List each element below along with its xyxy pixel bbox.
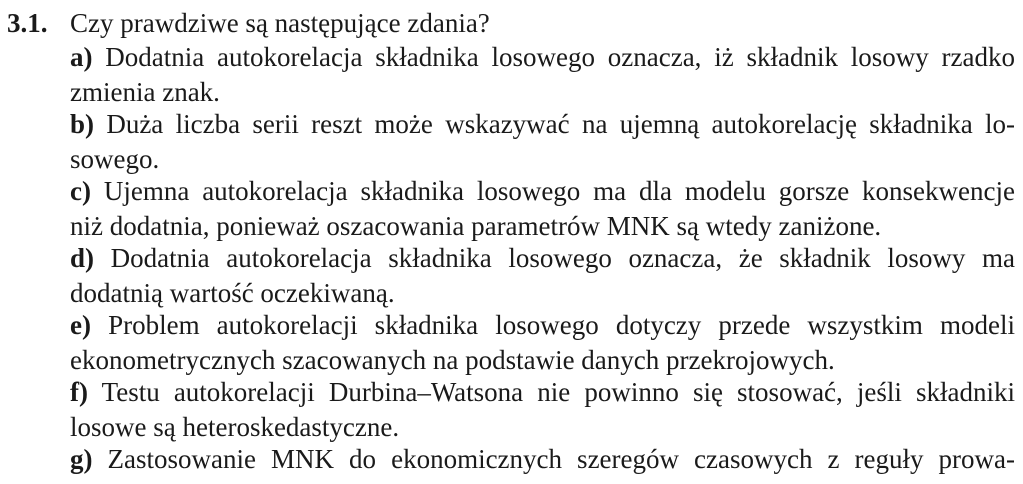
statement-letter: f) [70,377,88,407]
statement-line-1 [70,241,1015,276]
statement-line-2: niż dodatnia, ponieważ oszacowania parametrów MNK są wtedy zaniżone. [70,211,882,241]
question-number: 3.1. [7,8,48,38]
statement-f [70,375,1015,445]
statement-line-2: zmienia znak. [70,77,220,107]
statement-text: Dodatnia autokorelacja składnika losowego oznacza, że składnik losowy ma [110,243,1016,273]
statement-text: Testu autokorelacji Durbina–Watsona nie powinno się stosować, jeśli składniki [101,377,1015,407]
statement-line-1 [70,442,1015,477]
statement-line-1 [70,375,1015,410]
statement-text: Duża liczba serii reszt może wskazywać na ujemną autokorelację składnika lo- [106,109,1016,139]
question-text: Czy prawdziwe są następujące zdania? [70,8,490,38]
statement-line-2: dodatnią wartość oczekiwaną. [70,278,395,308]
statement-line-1 [70,308,1015,343]
statement-g [70,442,1015,477]
statement-e [70,308,1015,378]
statement-line-1 [70,40,1015,75]
statement-text: Dodatnia autokorelacja składnika losowego oznacza, iż składnik losowy rzadko [105,42,1015,72]
statement-c [70,174,1015,244]
statement-line-1 [70,107,1015,142]
statement-line-1 [70,174,1015,209]
statement-letter: d) [70,243,95,273]
statement-line-2: ekonometrycznych szacowanych na podstawie danych przekrojowych. [70,345,835,375]
statement-text: Ujemna autokorelacja składnika losowego ma dla modelu gorsze konsekwencje [103,176,1015,206]
statement-letter: b) [70,109,95,139]
statement-a [70,40,1015,110]
statement-letter: e) [70,310,91,340]
statement-letter: a) [70,42,93,72]
statement-text: Problem autokorelacji składnika losowego dotyczy przede wszystkim modeli [108,310,1015,340]
statement-line-2: sowego. [70,144,160,174]
statement-letter: c) [70,176,91,206]
statement-d [70,241,1015,311]
statement-b [70,107,1015,177]
statement-line-2: losowe są heteroskedastyczne. [70,412,400,442]
statement-text: Zastosowanie MNK do ekonomicznych szeregów czasowych z reguły prowa- [107,444,1015,474]
statement-letter: g) [70,444,93,474]
